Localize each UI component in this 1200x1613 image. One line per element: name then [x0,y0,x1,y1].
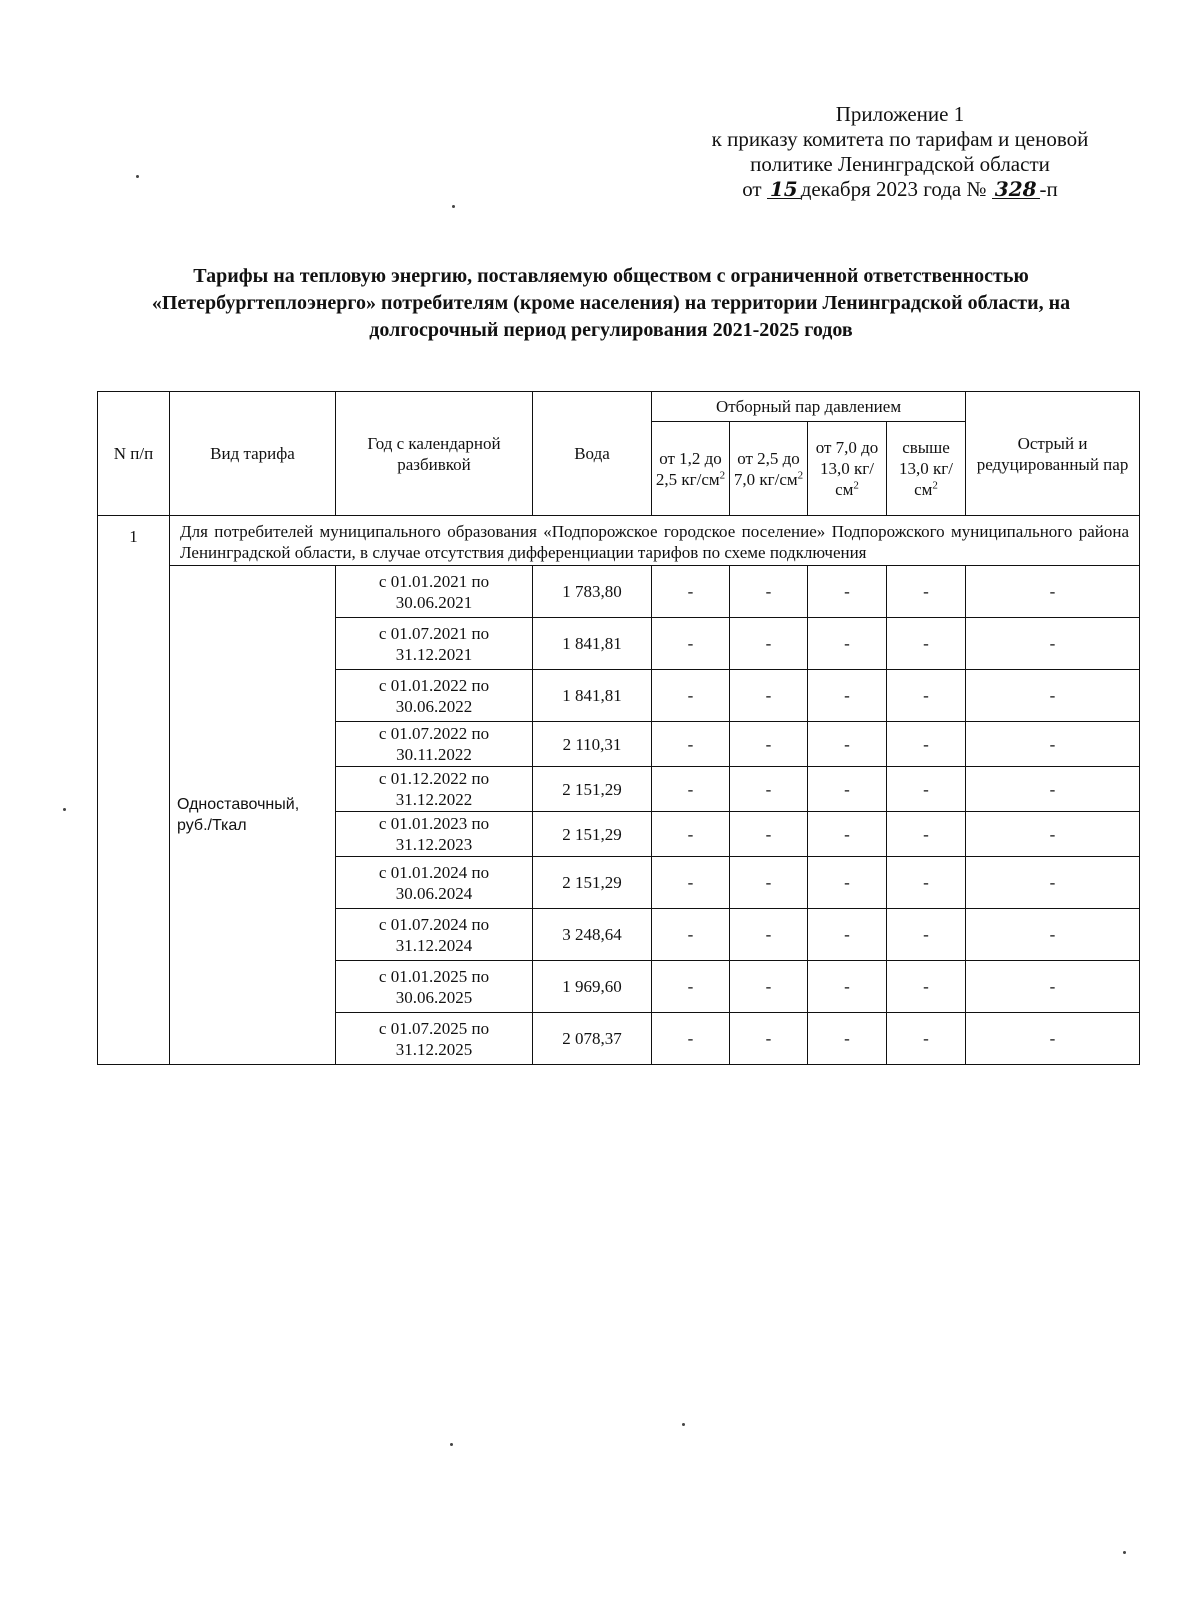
steam-tariff-cell: - [887,1013,966,1065]
steam-tariff-cell: - [808,1013,887,1065]
steam-tariff-cell: - [966,1013,1140,1065]
steam-tariff-cell: - [966,857,1140,909]
steam-tariff-cell: - [730,1013,808,1065]
steam-tariff-cell: - [887,857,966,909]
water-tariff-cell: 1 841,81 [533,670,652,722]
appendix-header [640,102,1160,202]
steam-tariff-cell: - [730,618,808,670]
appendix-order-ref: к приказу комитета по тарифам и ценовой [711,127,1089,151]
header-steam-3: от 7,0 до 13,0 $кг/см^2$ [808,422,887,516]
section-description: Для потребителей муниципального образования «Подпорожское городское поселение» Подпорожского муниципального района Ленинградской области, в случае отсутствия дифференциации тарифов по схеме подключения [170,516,1140,566]
scan-speck [450,1443,453,1446]
appendix-committee: политике Ленинградской области [750,152,1050,176]
steam-tariff-cell: - [887,909,966,961]
steam-tariff-cell: - [966,909,1140,961]
water-tariff-cell: 2 151,29 [533,857,652,909]
steam-tariff-cell: - [652,767,730,812]
scan-speck [682,1423,685,1426]
scan-speck [136,175,139,178]
header-steam-4: свыше 13,0 $кг/см^2$ [887,422,966,516]
steam-tariff-cell: - [808,618,887,670]
water-tariff-cell: 2 151,29 [533,767,652,812]
scan-speck [1123,1551,1126,1554]
water-tariff-cell: 1 841,81 [533,618,652,670]
steam-tariff-cell: - [887,767,966,812]
steam-tariff-cell: - [808,909,887,961]
tariff-kind: Одноставочный, руб./Ткал [170,566,336,1065]
steam-tariff-cell: - [808,961,887,1013]
steam-tariff-cell: - [966,767,1140,812]
steam-tariff-cell: - [652,566,730,618]
steam-tariff-cell: - [652,722,730,767]
steam-tariff-cell: - [966,961,1140,1013]
appendix-title: Приложение 1 [835,102,965,126]
steam-tariff-cell: - [808,857,887,909]
scan-speck [63,808,66,811]
water-tariff-cell: 1 969,60 [533,961,652,1013]
steam-tariff-cell: - [966,566,1140,618]
steam-tariff-cell: - [652,857,730,909]
steam-tariff-cell: - [887,722,966,767]
steam-tariff-cell: - [887,670,966,722]
appendix-date-line [640,177,1160,202]
tariff-table [97,391,1140,1065]
handwritten-day: 15 [767,180,801,199]
period-cell: с 01.07.2021 по 31.12.2021 [336,618,533,670]
header-tariff-kind: Вид тарифа [170,392,336,516]
steam-tariff-cell: - [808,670,887,722]
section-number: 1 [98,516,170,1065]
water-tariff-cell: 3 248,64 [533,909,652,961]
steam-tariff-cell: - [652,618,730,670]
steam-tariff-cell: - [652,670,730,722]
handwritten-order-number: 328 [992,180,1040,199]
steam-tariff-cell: - [730,812,808,857]
water-tariff-cell: 2 110,31 [533,722,652,767]
water-tariff-cell: 1 783,80 [533,566,652,618]
date-prefix: от [742,177,762,201]
steam-tariff-cell: - [730,566,808,618]
steam-tariff-cell: - [808,767,887,812]
steam-tariff-cell: - [808,812,887,857]
steam-tariff-cell: - [652,961,730,1013]
period-cell: с 01.01.2025 по 30.06.2025 [336,961,533,1013]
steam-tariff-cell: - [966,812,1140,857]
scan-speck [452,205,455,208]
steam-tariff-cell: - [887,566,966,618]
water-tariff-cell: 2 078,37 [533,1013,652,1065]
steam-tariff-cell: - [730,857,808,909]
steam-tariff-cell: - [730,909,808,961]
period-cell: с 01.01.2023 по 31.12.2023 [336,812,533,857]
water-tariff-cell: 2 151,29 [533,812,652,857]
steam-tariff-cell: - [887,618,966,670]
header-num: N п/п [98,392,170,516]
steam-tariff-cell: - [730,961,808,1013]
period-cell: с 01.07.2022 по 30.11.2022 [336,722,533,767]
header-steam-2: от 2,5 до 7,0 $кг/см^2$ [730,422,808,516]
steam-tariff-cell: - [730,767,808,812]
steam-tariff-cell: - [652,909,730,961]
period-cell: с 01.07.2025 по 31.12.2025 [336,1013,533,1065]
header-water: Вода [533,392,652,516]
order-number-suffix: -п [1039,177,1058,201]
period-cell: с 01.01.2022 по 30.06.2022 [336,670,533,722]
steam-tariff-cell: - [966,670,1140,722]
steam-tariff-cell: - [808,566,887,618]
steam-tariff-cell: - [808,722,887,767]
date-middle: декабря 2023 года № [800,177,987,201]
steam-tariff-cell: - [887,812,966,857]
steam-tariff-cell: - [966,618,1140,670]
steam-tariff-cell: - [966,722,1140,767]
period-cell: с 01.07.2024 по 31.12.2024 [336,909,533,961]
document-title: Тарифы на тепловую энергию, поставляемую обществом с ограниченной ответственностью «Петербургтеплоэнерго» потребителям (кроме населения) на территории Ленинградской области, на долгосрочный период регулирования 2021-2025 годов [151,265,1071,341]
header-steam-group: Отборный пар давлением [652,392,966,422]
period-cell: с 01.12.2022 по 31.12.2022 [336,767,533,812]
period-cell: с 01.01.2021 по 30.06.2021 [336,566,533,618]
header-sharp-steam: Острый и редуцированный пар [966,392,1140,516]
table-row [98,566,1140,618]
header-steam-1: от 1,2 до 2,5 $кг/см^2$ [652,422,730,516]
header-period: Год с календарной разбивкой [336,392,533,516]
steam-tariff-cell: - [652,1013,730,1065]
steam-tariff-cell: - [730,722,808,767]
steam-tariff-cell: - [730,670,808,722]
steam-tariff-cell: - [887,961,966,1013]
period-cell: с 01.01.2024 по 30.06.2024 [336,857,533,909]
steam-tariff-cell: - [652,812,730,857]
